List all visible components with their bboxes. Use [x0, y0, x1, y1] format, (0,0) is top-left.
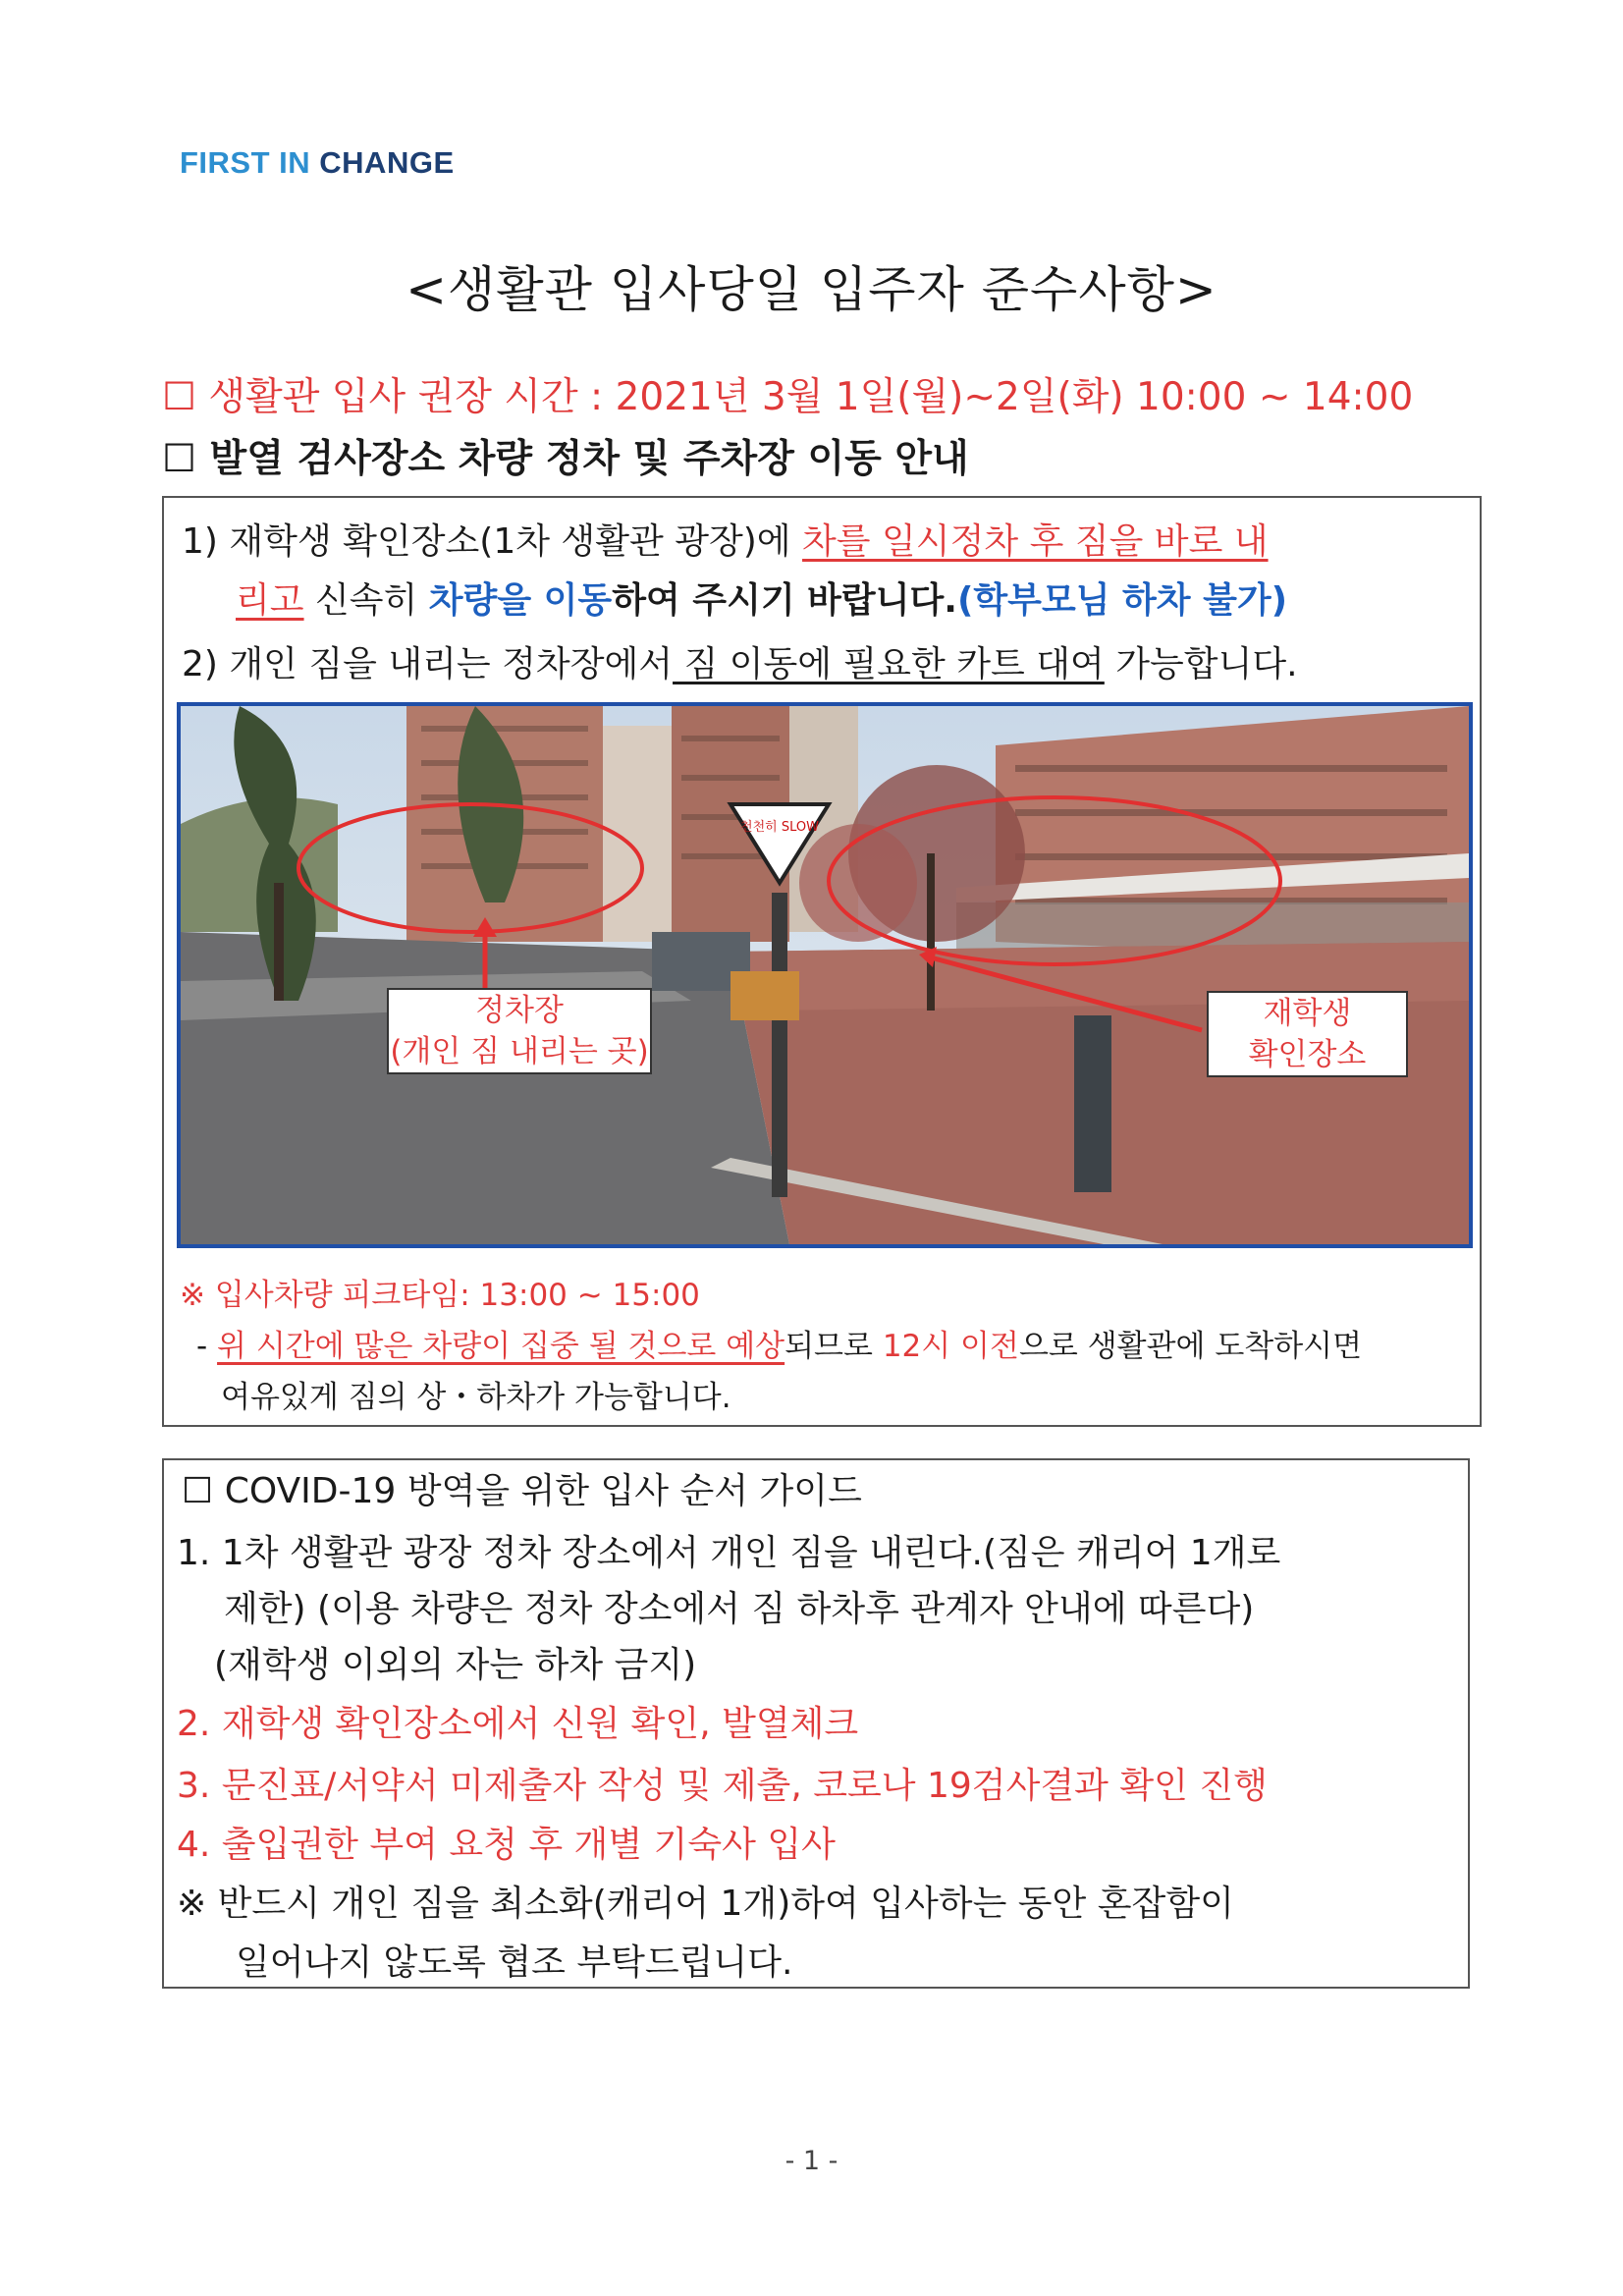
- covid-note-line1: ※ 반드시 개인 짐을 최소화(캐리어 1개)하여 입사하는 동안 혼잡함이: [177, 1884, 1234, 1924]
- brand-logo: [180, 145, 455, 181]
- peak-note-line1: - 위 시간에 많은 차량이 집중 될 것으로 예상되므로 12시 이전으로 생활관에 도착하시면: [196, 1329, 1363, 1364]
- step4: 4. 출입권한 부여 요청 후 개별 기숙사 입사: [177, 1825, 836, 1865]
- box1-line3: 2) 개인 짐을 내리는 정차장에서 짐 이동에 필요한 카트 대여 가능합니다.: [182, 644, 1298, 684]
- logo-part2: CHANGE: [319, 145, 455, 180]
- step1-line2: 제한) (이용 차량은 정차 장소에서 짐 하차후 관계자 안내에 따른다): [224, 1589, 1255, 1629]
- parking-photo-illustration: [181, 706, 1469, 1244]
- box1-line2: 리고 신속히 차량을 이동하여 주시기 바랍니다.(학부모님 하차 불가): [236, 580, 1288, 621]
- label-check-point: 재학생 확인장소: [1207, 991, 1408, 1077]
- peak-time-note: ※ 입사차량 피크타임: 13:00 ~ 15:00: [180, 1278, 700, 1313]
- covid-guide-heading: ☐ COVID-19 방역을 위한 입사 순서 가이드: [182, 1471, 862, 1511]
- step1-line3: (재학생 이외의 자는 하차 금지): [214, 1645, 697, 1685]
- sign-text: 천천히 SLOW: [740, 820, 819, 835]
- recommended-time-text: 생활관 입사 권장 시간 : 2021년 3월 1일(월)~2일(화) 10:00 ~ 14:00: [208, 375, 1414, 419]
- parking-guide-text: 발열 검사장소 차량 정차 및 주차장 이동 안내: [209, 437, 969, 481]
- checkbox-icon: ☐: [162, 375, 196, 419]
- covid-note-line2: 일어나지 않도록 협조 부탁드립니다.: [236, 1942, 793, 1983]
- step1-line1: 1. 1차 생활관 광장 정차 장소에서 개인 짐을 내린다.(짐은 캐리어 1개로: [177, 1533, 1281, 1573]
- checkbox-icon: ☐: [162, 437, 196, 481]
- step2: 2. 재학생 확인장소에서 신원 확인, 발열체크: [177, 1704, 859, 1744]
- peak-note-line2: 여유있게 짐의 상・하차가 가능합니다.: [221, 1380, 731, 1415]
- section-parking-guide: [162, 428, 969, 483]
- box1-line1: 1) 재학생 확인장소(1차 생활관 광장)에 차를 일시정차 후 짐을 바로 내: [182, 521, 1269, 562]
- section-recommended-time: [162, 366, 1413, 421]
- parking-area-photo: [177, 702, 1473, 1248]
- logo-part1: FIRST IN: [180, 145, 320, 180]
- step3: 3. 문진표/서약서 미제출자 작성 및 제출, 코로나 19검사결과 확인 진행: [177, 1766, 1268, 1806]
- page-number: - 1 -: [784, 2146, 839, 2176]
- label-drop-off-zone: 정차장 (개인 짐 내리는 곳): [387, 988, 652, 1074]
- page-title: <생활관 입사당일 입주자 준수사항>: [406, 261, 1217, 318]
